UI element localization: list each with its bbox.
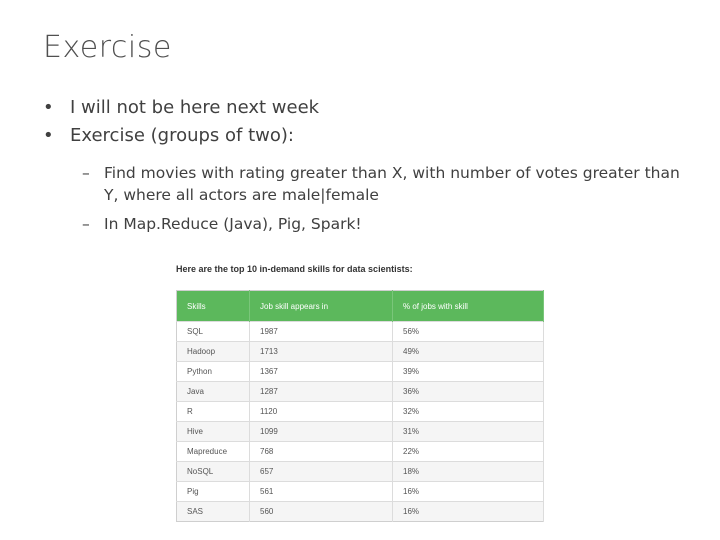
table-row [177, 382, 544, 402]
cell-job-count: 1120 [250, 402, 393, 422]
bullet-text: Exercise (groups of two): [70, 125, 294, 146]
cell-job-count: 1987 [250, 322, 393, 342]
column-header-percent: % of jobs with skill [393, 291, 544, 322]
cell-percent: 31% [393, 422, 544, 442]
cell-skill: Python [177, 362, 250, 382]
skills-figure [176, 262, 546, 522]
cell-skill: Pig [177, 482, 250, 502]
table-row [177, 322, 544, 342]
cell-percent: 56% [393, 322, 544, 342]
bullet-list [40, 94, 700, 150]
table-row [177, 422, 544, 442]
cell-percent: 22% [393, 442, 544, 462]
bullet-dot-icon: • [43, 125, 54, 146]
table-row [177, 502, 544, 522]
cell-job-count: 657 [250, 462, 393, 482]
dash-icon: – [82, 215, 90, 233]
table-body [177, 322, 544, 522]
table-row [177, 462, 544, 482]
cell-skill: R [177, 402, 250, 422]
table-row [177, 362, 544, 382]
cell-job-count: 1367 [250, 362, 393, 382]
cell-skill: SAS [177, 502, 250, 522]
cell-percent: 32% [393, 402, 544, 422]
column-header-job-count: Job skill appears in [250, 291, 393, 322]
cell-percent: 36% [393, 382, 544, 402]
sub-bullet-item [82, 162, 682, 206]
cell-job-count: 560 [250, 502, 393, 522]
sub-bullet-item [82, 213, 682, 235]
cell-job-count: 1099 [250, 422, 393, 442]
cell-percent: 18% [393, 462, 544, 482]
cell-skill: Java [177, 382, 250, 402]
cell-percent: 39% [393, 362, 544, 382]
cell-skill: Mapreduce [177, 442, 250, 462]
bullet-text: I will not be here next week [70, 97, 320, 118]
cell-job-count: 561 [250, 482, 393, 502]
sub-bullet-list [82, 162, 682, 242]
cell-skill: Hadoop [177, 342, 250, 362]
bullet-dot-icon: • [43, 97, 54, 118]
table-row [177, 442, 544, 462]
table-header-row [177, 291, 544, 322]
table-row [177, 342, 544, 362]
cell-job-count: 768 [250, 442, 393, 462]
cell-skill: NoSQL [177, 462, 250, 482]
slide-title: Exercise [43, 30, 172, 65]
cell-skill: Hive [177, 422, 250, 442]
sub-bullet-text: Find movies with rating greater than X, with number of votes greater than Y, where all actors are male|female [104, 164, 680, 204]
skills-table [176, 290, 544, 522]
cell-job-count: 1287 [250, 382, 393, 402]
figure-caption: Here are the top 10 in-demand skills for data scientists: [176, 264, 413, 274]
column-header-skills: Skills [177, 291, 250, 322]
cell-percent: 16% [393, 482, 544, 502]
cell-skill: SQL [177, 322, 250, 342]
table-row [177, 402, 544, 422]
cell-percent: 49% [393, 342, 544, 362]
bullet-item [40, 122, 700, 150]
sub-bullet-text: In Map.Reduce (Java), Pig, Spark! [104, 215, 362, 233]
cell-percent: 16% [393, 502, 544, 522]
bullet-item [40, 94, 700, 122]
table-row [177, 482, 544, 502]
dash-icon: – [82, 164, 90, 182]
cell-job-count: 1713 [250, 342, 393, 362]
